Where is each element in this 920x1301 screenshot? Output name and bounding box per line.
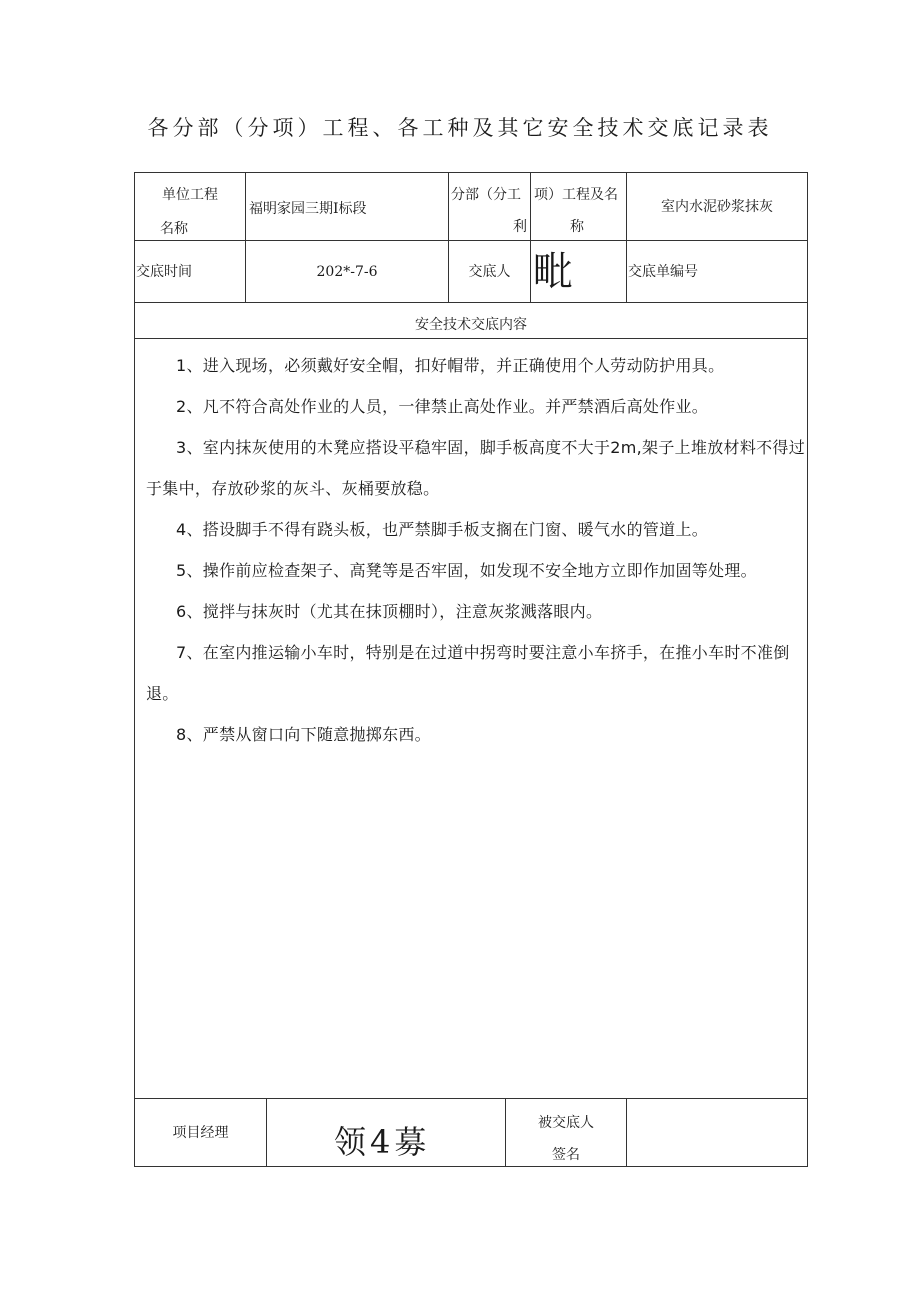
part-label-line2: 项）工程及名	[534, 187, 618, 203]
row-divider	[134, 302, 808, 303]
safety-content	[134, 345, 808, 755]
content-item-3: 3、室内抹灰使用的木凳应搭设平稳牢固，脚手板高度不大于2m,架子上堆放材料不得过于集中，存放砂浆的灰斗、灰桶要放稳。	[146, 438, 806, 498]
col-divider	[245, 172, 246, 302]
time-value: 202*-7-6	[316, 264, 378, 280]
time-label: 交底时间	[136, 264, 192, 280]
manager-label: 项目经理	[172, 1125, 229, 1141]
row-divider	[134, 1098, 808, 1099]
part-name-value: 室内水泥砂浆抹灰	[661, 199, 773, 215]
manager-signature: 领4募	[334, 1123, 431, 1161]
form-number-label: 交底单编号	[628, 264, 698, 280]
unit-label-line1: 单位工程	[162, 187, 218, 203]
content-item-8: 8、严禁从窗口向下随意抛掷东西。	[176, 725, 431, 744]
content-item-5: 5、操作前应检查架子、高凳等是否牢固，如发现不安全地方立即作加固等处理。	[176, 561, 757, 580]
part-label-line4: 称	[570, 219, 584, 235]
unit-label-line2: 名称	[160, 221, 188, 237]
content-item-6: 6、搅拌与抹灰时（尤其在抹顶棚时），注意灰浆溅落眼内。	[176, 602, 603, 621]
row-divider	[134, 240, 808, 241]
content-item-7: 7、在室内推运输小车时，特别是在过道中拐弯时要注意小车挤手，在推小车时不准倒退。	[146, 643, 790, 703]
part-label-line1: 分部（分工	[451, 187, 521, 203]
row-divider	[134, 338, 808, 339]
col-divider	[626, 1098, 627, 1167]
receiver-label-line1: 被交底人	[538, 1115, 594, 1131]
col-divider	[266, 1098, 267, 1167]
person-signature: 毗	[533, 249, 573, 295]
content-item-2: 2、凡不符合高处作业的人员，一律禁止高处作业。并严禁酒后高处作业。	[176, 397, 709, 416]
part-label-line3: 利	[513, 219, 527, 235]
document-title: 各分部（分项）工程、各工种及其它安全技术交底记录表	[147, 116, 773, 140]
person-label: 交底人	[468, 264, 511, 280]
receiver-label-line2: 签名	[552, 1147, 580, 1163]
content-heading: 安全技术交底内容	[415, 317, 527, 333]
col-divider	[448, 172, 449, 302]
col-divider	[626, 172, 627, 302]
content-item-1: 1、进入现场，必须戴好安全帽，扣好帽带，并正确使用个人劳动防护用具。	[176, 356, 725, 375]
content-item-4: 4、搭设脚手不得有跷头板，也严禁脚手板支搁在门窗、暖气水的管道上。	[176, 520, 709, 539]
unit-name-value: 福明家园三期Ⅰ标段	[249, 201, 367, 217]
